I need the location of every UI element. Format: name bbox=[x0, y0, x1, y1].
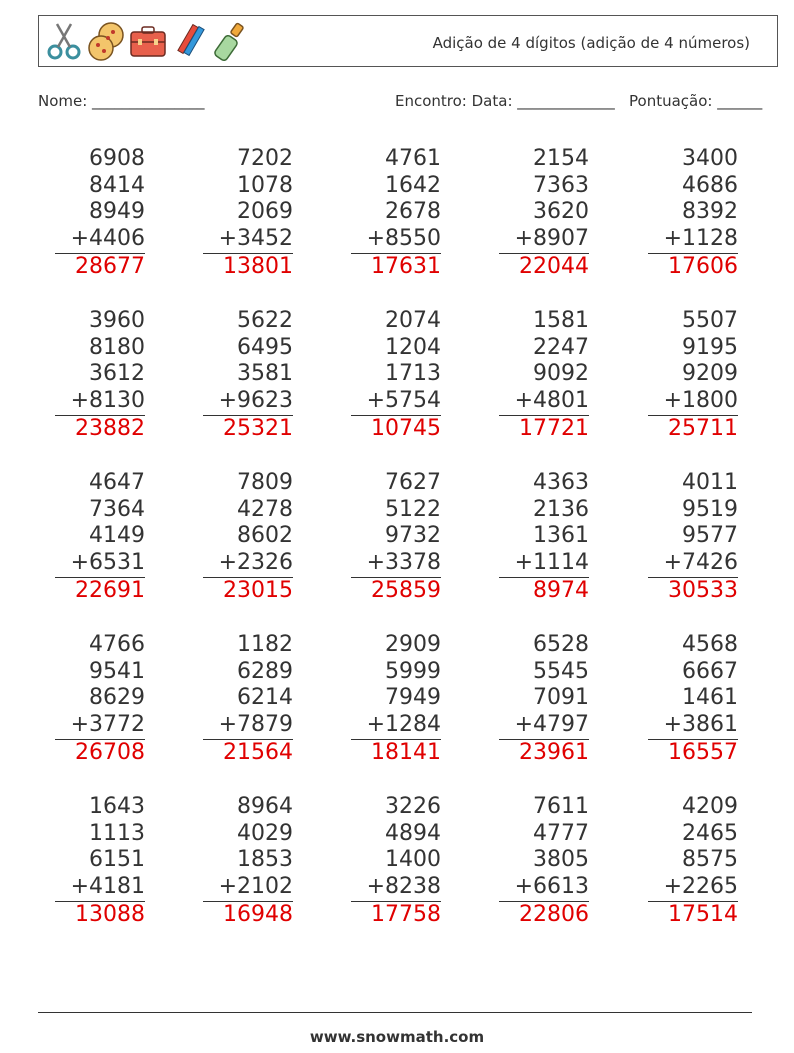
addition-problem bbox=[351, 146, 441, 281]
addition-problem bbox=[55, 470, 145, 605]
addend: 1642 bbox=[385, 172, 441, 198]
addition-problem bbox=[499, 146, 589, 281]
addend: 4777 bbox=[533, 820, 589, 846]
addend: 8575 bbox=[682, 847, 738, 873]
addend: 8602 bbox=[237, 523, 293, 549]
answer: 25711 bbox=[668, 415, 738, 441]
addend: 1204 bbox=[385, 334, 441, 360]
answer: 22806 bbox=[519, 901, 589, 927]
addend-last: +7879 bbox=[203, 712, 293, 740]
addend: 6495 bbox=[237, 334, 293, 360]
addend: 4149 bbox=[89, 523, 145, 549]
addend-last: +8907 bbox=[499, 226, 589, 254]
addend: 3581 bbox=[237, 361, 293, 387]
addition-problem bbox=[351, 470, 441, 605]
addend: 9209 bbox=[682, 361, 738, 387]
page-title: Adição de 4 dígitos (adição de 4 números) bbox=[432, 34, 750, 52]
answer: 22044 bbox=[519, 253, 589, 279]
addend-last: +2326 bbox=[203, 550, 293, 578]
answer: 25859 bbox=[371, 577, 441, 603]
addend: 2154 bbox=[533, 146, 589, 171]
addend: 1643 bbox=[89, 794, 145, 819]
addend: 2465 bbox=[682, 820, 738, 846]
answer: 30533 bbox=[668, 577, 738, 603]
addend: 7091 bbox=[533, 685, 589, 711]
addend: 3400 bbox=[682, 146, 738, 171]
addend: 7809 bbox=[237, 470, 293, 495]
addend: 6151 bbox=[89, 847, 145, 873]
addend: 1461 bbox=[682, 685, 738, 711]
addition-problem bbox=[499, 632, 589, 767]
addend: 2069 bbox=[237, 199, 293, 225]
addend: 9577 bbox=[682, 523, 738, 549]
addend: 1113 bbox=[89, 820, 145, 846]
answer: 22691 bbox=[75, 577, 145, 603]
footer-url[interactable]: www.snowmath.com bbox=[309, 1028, 485, 1046]
addition-problem bbox=[203, 308, 293, 443]
addition-problem bbox=[499, 308, 589, 443]
addend: 2909 bbox=[385, 632, 441, 657]
briefcase-icon bbox=[129, 20, 167, 62]
answer: 23882 bbox=[75, 415, 145, 441]
addition-problem bbox=[499, 470, 589, 605]
addend: 1361 bbox=[533, 523, 589, 549]
addition-problem bbox=[55, 632, 145, 767]
addend-last: +3378 bbox=[351, 550, 441, 578]
addend: 4029 bbox=[237, 820, 293, 846]
addition-problem bbox=[351, 632, 441, 767]
addend: 3620 bbox=[533, 199, 589, 225]
addend: 9519 bbox=[682, 496, 738, 522]
addend: 1078 bbox=[237, 172, 293, 198]
addend: 7364 bbox=[89, 496, 145, 522]
cookie-icon bbox=[87, 20, 125, 62]
addend: 6528 bbox=[533, 632, 589, 657]
addend-last: +1284 bbox=[351, 712, 441, 740]
addition-problem bbox=[351, 794, 441, 929]
addend: 1400 bbox=[385, 847, 441, 873]
addend: 7363 bbox=[533, 172, 589, 198]
answer: 16948 bbox=[223, 901, 293, 927]
addition-problem bbox=[55, 308, 145, 443]
addend: 9541 bbox=[89, 658, 145, 684]
addend: 2074 bbox=[385, 308, 441, 333]
addend: 7949 bbox=[385, 685, 441, 711]
addend: 1581 bbox=[533, 308, 589, 333]
addition-problem bbox=[203, 632, 293, 767]
answer: 28677 bbox=[75, 253, 145, 279]
addend-last: +2102 bbox=[203, 874, 293, 902]
addend: 7627 bbox=[385, 470, 441, 495]
addend: 9092 bbox=[533, 361, 589, 387]
addend: 2247 bbox=[533, 334, 589, 360]
addend: 6908 bbox=[89, 146, 145, 171]
addend: 4766 bbox=[89, 632, 145, 657]
addend: 4647 bbox=[89, 470, 145, 495]
addition-problem bbox=[55, 794, 145, 929]
answer: 10745 bbox=[371, 415, 441, 441]
addend: 6214 bbox=[237, 685, 293, 711]
addend: 7202 bbox=[237, 146, 293, 171]
footer-divider bbox=[38, 1012, 752, 1013]
crayons-icon bbox=[171, 20, 209, 62]
addend: 3805 bbox=[533, 847, 589, 873]
answer: 13801 bbox=[223, 253, 293, 279]
addition-problem bbox=[648, 794, 738, 929]
addend: 4761 bbox=[385, 146, 441, 171]
addend: 8180 bbox=[89, 334, 145, 360]
addend-last: +8238 bbox=[351, 874, 441, 902]
addend: 8949 bbox=[89, 199, 145, 225]
addend: 1182 bbox=[237, 632, 293, 657]
addend-last: +2265 bbox=[648, 874, 738, 902]
addition-problem bbox=[203, 146, 293, 281]
answer: 23961 bbox=[519, 739, 589, 765]
addend-last: +6613 bbox=[499, 874, 589, 902]
addend: 5122 bbox=[385, 496, 441, 522]
addend-last: +3452 bbox=[203, 226, 293, 254]
addition-problem bbox=[203, 470, 293, 605]
scissors-icon bbox=[45, 20, 83, 62]
addition-problem bbox=[648, 470, 738, 605]
addend-last: +8550 bbox=[351, 226, 441, 254]
addend: 3960 bbox=[89, 308, 145, 333]
answer: 18141 bbox=[371, 739, 441, 765]
addition-problem bbox=[499, 794, 589, 929]
answer: 23015 bbox=[223, 577, 293, 603]
addend-last: +1128 bbox=[648, 226, 738, 254]
addend: 4894 bbox=[385, 820, 441, 846]
name-field[interactable]: Nome: _______________ bbox=[38, 92, 205, 110]
addend: 3226 bbox=[385, 794, 441, 819]
addend: 8629 bbox=[89, 685, 145, 711]
addend-last: +4181 bbox=[55, 874, 145, 902]
score-field[interactable]: Pontuação: ______ bbox=[629, 92, 763, 110]
date-field[interactable]: Encontro: Data: _____________ bbox=[395, 92, 615, 110]
glue-icon bbox=[213, 20, 251, 62]
addend: 5507 bbox=[682, 308, 738, 333]
answer: 25321 bbox=[223, 415, 293, 441]
addend-last: +9623 bbox=[203, 388, 293, 416]
addend: 5622 bbox=[237, 308, 293, 333]
answer: 8974 bbox=[533, 577, 589, 603]
addend: 8964 bbox=[237, 794, 293, 819]
addend-last: +6531 bbox=[55, 550, 145, 578]
addend: 4209 bbox=[682, 794, 738, 819]
addend: 7611 bbox=[533, 794, 589, 819]
addend: 1713 bbox=[385, 361, 441, 387]
answer: 17606 bbox=[668, 253, 738, 279]
addend-last: +4801 bbox=[499, 388, 589, 416]
addend-last: +4406 bbox=[55, 226, 145, 254]
addend-last: +7426 bbox=[648, 550, 738, 578]
answer: 17631 bbox=[371, 253, 441, 279]
addend: 4568 bbox=[682, 632, 738, 657]
addend: 4011 bbox=[682, 470, 738, 495]
addend-last: +1800 bbox=[648, 388, 738, 416]
addend: 8392 bbox=[682, 199, 738, 225]
addend: 2678 bbox=[385, 199, 441, 225]
answer: 21564 bbox=[223, 739, 293, 765]
addend: 5999 bbox=[385, 658, 441, 684]
addend-last: +5754 bbox=[351, 388, 441, 416]
addend: 8414 bbox=[89, 172, 145, 198]
addition-problem bbox=[648, 632, 738, 767]
addition-problem bbox=[648, 146, 738, 281]
answer: 17721 bbox=[519, 415, 589, 441]
addend-last: +3861 bbox=[648, 712, 738, 740]
addend-last: +8130 bbox=[55, 388, 145, 416]
addend-last: +4797 bbox=[499, 712, 589, 740]
addend: 3612 bbox=[89, 361, 145, 387]
header-box bbox=[38, 15, 778, 67]
answer: 17514 bbox=[668, 901, 738, 927]
addend-last: +3772 bbox=[55, 712, 145, 740]
answer: 26708 bbox=[75, 739, 145, 765]
answer: 17758 bbox=[371, 901, 441, 927]
addition-problem bbox=[351, 308, 441, 443]
addend: 1853 bbox=[237, 847, 293, 873]
addition-problem bbox=[203, 794, 293, 929]
addend: 9732 bbox=[385, 523, 441, 549]
addition-problem bbox=[648, 308, 738, 443]
addend: 6667 bbox=[682, 658, 738, 684]
addend: 4686 bbox=[682, 172, 738, 198]
addend: 4363 bbox=[533, 470, 589, 495]
addition-problem bbox=[55, 146, 145, 281]
addend-last: +1114 bbox=[499, 550, 589, 578]
addend: 6289 bbox=[237, 658, 293, 684]
answer: 13088 bbox=[75, 901, 145, 927]
addend: 5545 bbox=[533, 658, 589, 684]
addend: 4278 bbox=[237, 496, 293, 522]
answer: 16557 bbox=[668, 739, 738, 765]
header-icons bbox=[45, 20, 251, 62]
addend: 9195 bbox=[682, 334, 738, 360]
addend: 2136 bbox=[533, 496, 589, 522]
